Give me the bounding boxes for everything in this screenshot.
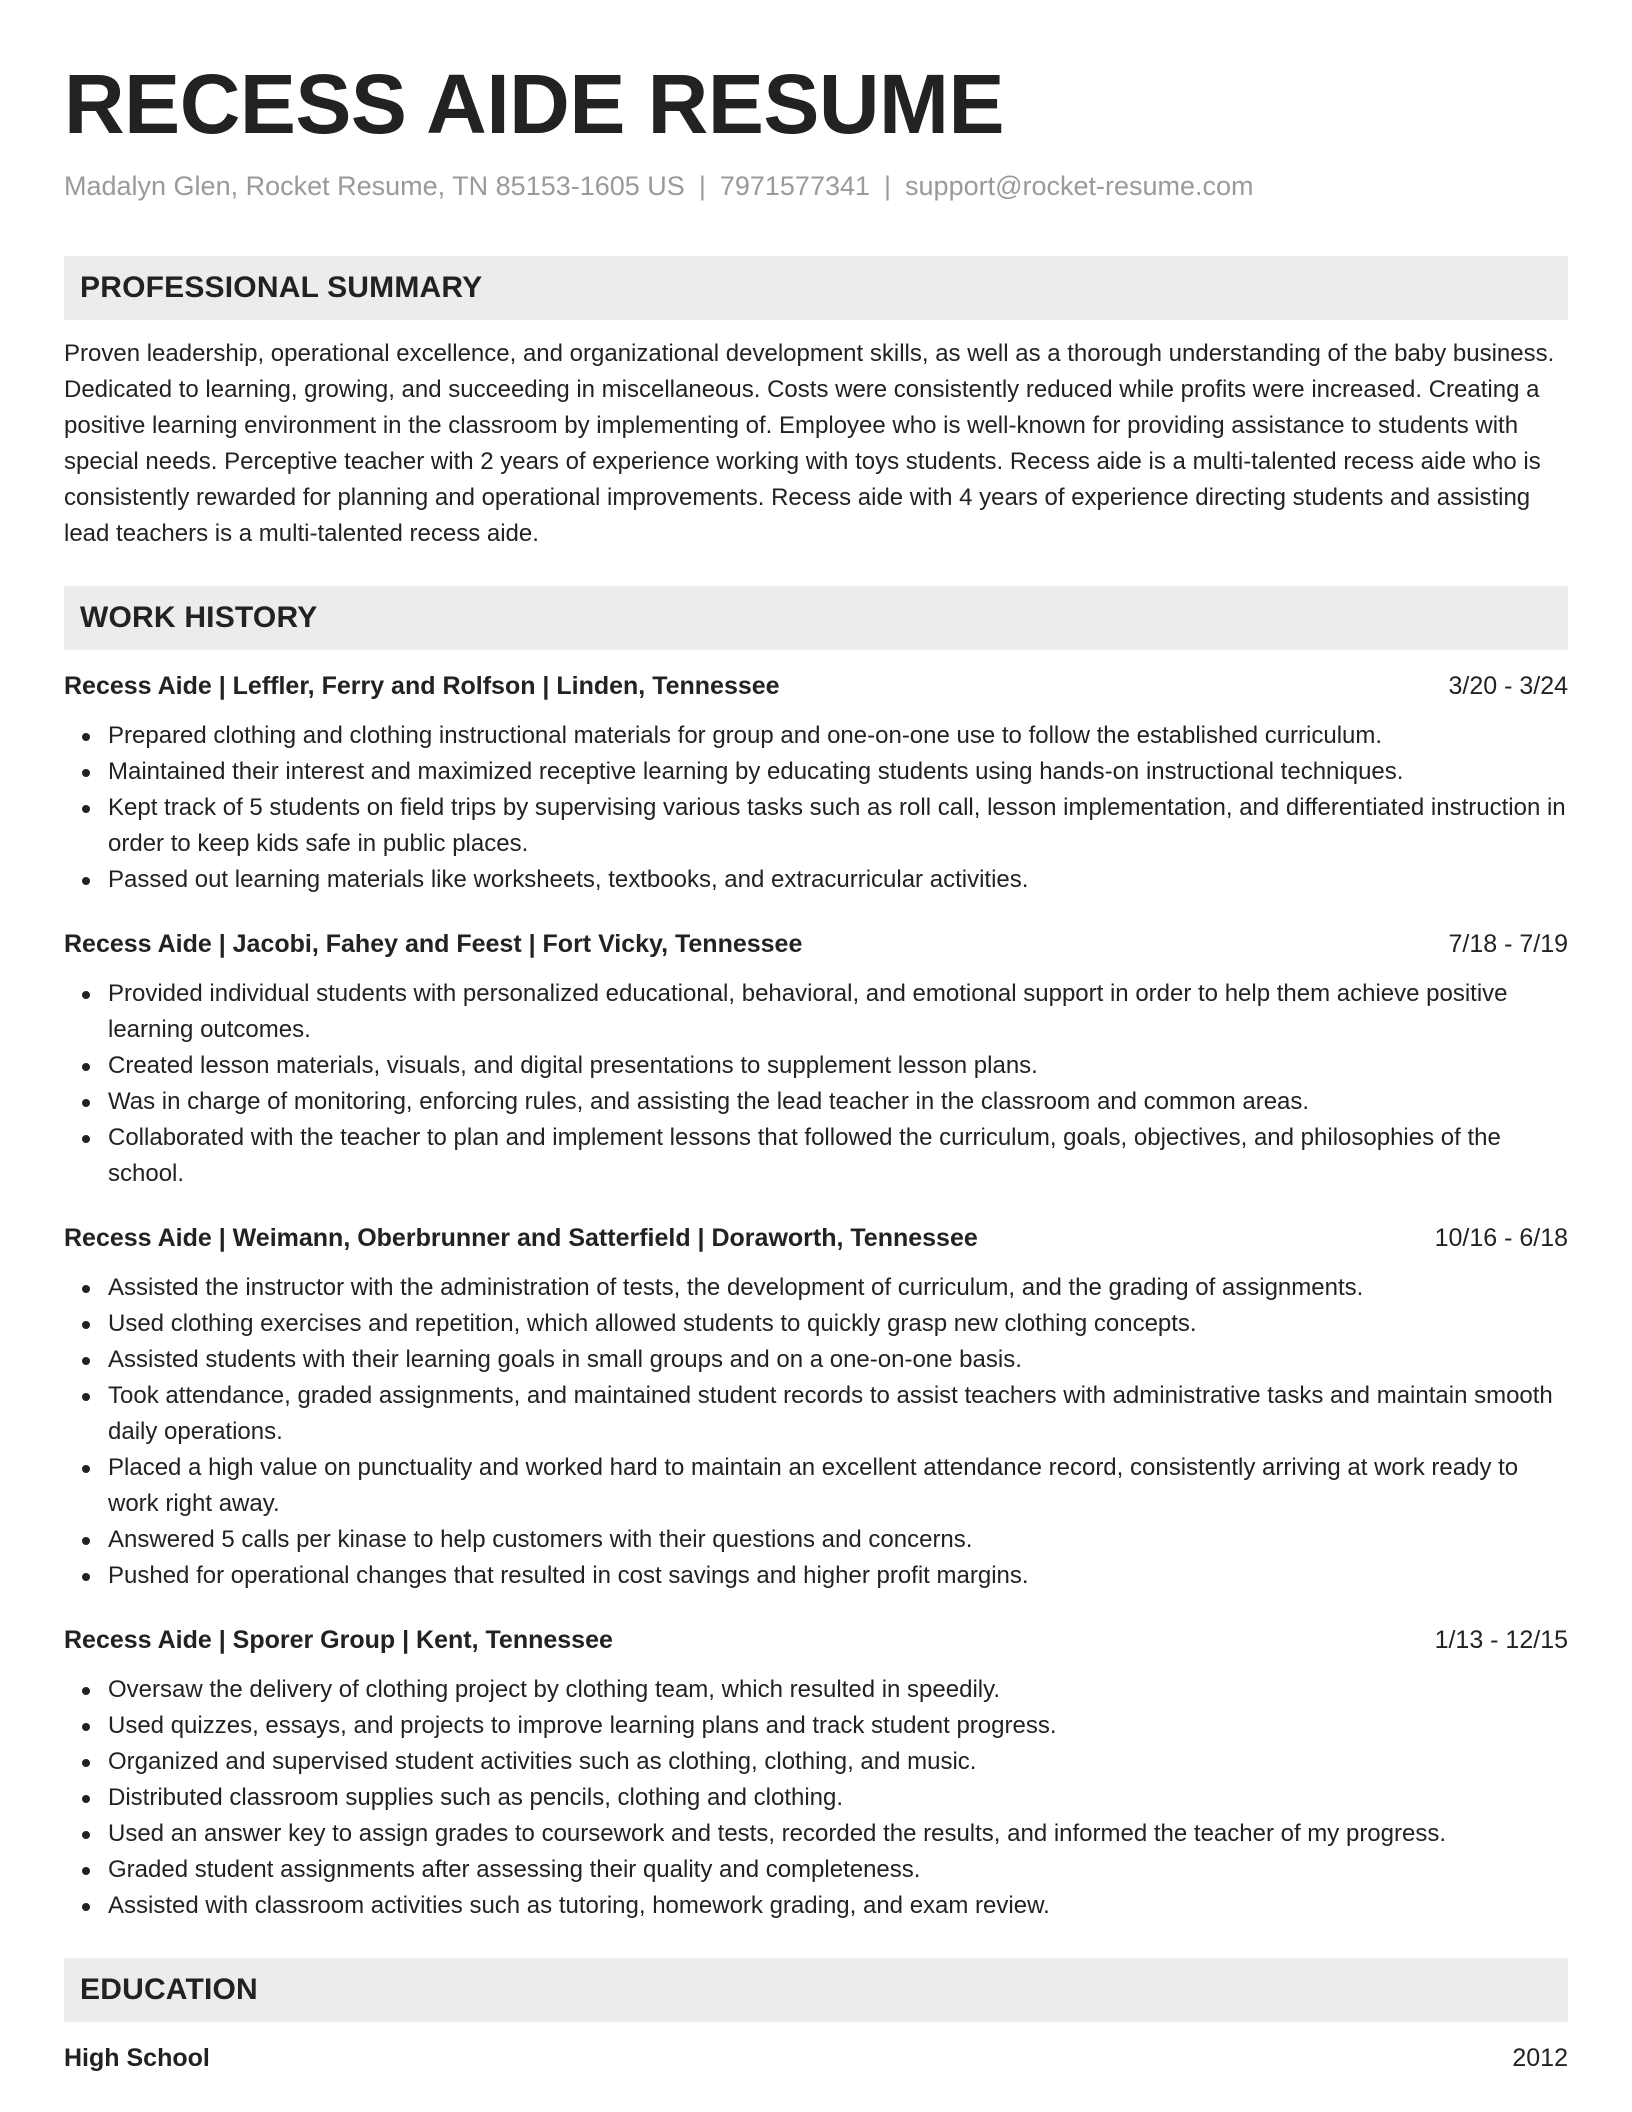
job-bullet: Distributed classroom supplies such as pencils, clothing and clothing. [108, 1780, 1568, 1816]
job-bullet: Took attendance, graded assignments, and maintained student records to assist teachers with administrative tasks and maintain smooth daily operations. [108, 1378, 1568, 1450]
job-title: Recess Aide | Leffler, Ferry and Rolfson | Linden, Tennessee [64, 672, 780, 700]
education-entry [64, 2040, 1568, 2076]
job-bullet: Maintained their interest and maximized receptive learning by educating students using hands-on instructional techniques. [108, 754, 1568, 790]
job-bullet: Kept track of 5 students on field trips by supervising various tasks such as roll call, lesson implementation, and differentiated instruction in order to keep kids safe in public places. [108, 790, 1568, 862]
job-bullet: Created lesson materials, visuals, and digital presentations to supplement lesson plans. [108, 1048, 1568, 1084]
section-header-summary: PROFESSIONAL SUMMARY [64, 256, 1568, 320]
contact-address: Madalyn Glen, Rocket Resume, TN 85153-1605 US [64, 171, 685, 201]
job-bullet: Graded student assignments after assessing their quality and completeness. [108, 1852, 1568, 1888]
job-header [64, 1220, 1568, 1256]
job-bullets [64, 1270, 1568, 1594]
job-bullet: Placed a high value on punctuality and worked hard to maintain an excellent attendance record, consistently arriving at work ready to work right away. [108, 1450, 1568, 1522]
job-header [64, 926, 1568, 962]
job-bullet: Collaborated with the teacher to plan and implement lessons that followed the curriculum, goals, objectives, and philosophies of the school. [108, 1120, 1568, 1192]
contact-separator: | [884, 171, 892, 201]
job-entry [64, 668, 1568, 898]
job-title: Recess Aide | Weimann, Oberbrunner and Satterfield | Doraworth, Tennessee [64, 1224, 978, 1252]
job-bullet: Used quizzes, essays, and projects to improve learning plans and track student progress. [108, 1708, 1568, 1744]
contact-phone: 7971577341 [719, 171, 871, 201]
section-header-education: EDUCATION [64, 1958, 1568, 2022]
job-bullet: Used clothing exercises and repetition, which allowed students to quickly grasp new clothing concepts. [108, 1306, 1568, 1342]
job-bullets [64, 1672, 1568, 1924]
job-entry [64, 1622, 1568, 1924]
summary-text: Proven leadership, operational excellence, and organizational development skills, as well as a thorough understanding of the baby business. Dedicated to learning, growing, and succeeding in miscellaneous. Costs were consistently reduced while profits were increased. Creating a positive learning environment in the classroom by implementing of. Employee who is well-known for providing assistance to students with special needs. Perceptive teacher with 2 years of experience working with toys students. Recess aide is a multi-talented recess aide who is consistently rewarded for planning and operational improvements. Recess aide with 4 years of experience directing students and assisting lead teachers is a multi-talented recess aide. [64, 340, 1555, 547]
job-bullet: Provided individual students with personalized educational, behavioral, and emotional support in order to help them achieve positive learning outcomes. [108, 976, 1568, 1048]
job-title: Recess Aide | Jacobi, Fahey and Feest | Fort Vicky, Tennessee [64, 930, 803, 958]
job-bullet: Pushed for operational changes that resulted in cost savings and higher profit margins. [108, 1558, 1568, 1594]
job-dates: 7/18 - 7/19 [1448, 930, 1568, 958]
job-bullet: Assisted with classroom activities such as tutoring, homework grading, and exam review. [108, 1888, 1568, 1924]
job-header [64, 1622, 1568, 1658]
job-entry [64, 1220, 1568, 1594]
job-dates: 10/16 - 6/18 [1434, 1224, 1568, 1252]
education-school: High School [64, 2044, 210, 2072]
job-bullet: Used an answer key to assign grades to coursework and tests, recorded the results, and informed the teacher of my progress. [108, 1816, 1568, 1852]
section-header-work-history: WORK HISTORY [64, 586, 1568, 650]
job-bullet: Assisted the instructor with the administration of tests, the development of curriculum, and the grading of assignments. [108, 1270, 1568, 1306]
resume-title: RECESS AIDE RESUME [64, 57, 1005, 151]
job-dates: 3/20 - 3/24 [1448, 672, 1568, 700]
job-bullet: Organized and supervised student activities such as clothing, clothing, and music. [108, 1744, 1568, 1780]
job-bullet: Was in charge of monitoring, enforcing rules, and assisting the lead teacher in the classroom and common areas. [108, 1084, 1568, 1120]
education-year: 2012 [1512, 2044, 1568, 2072]
resume-page [64, 52, 1568, 2076]
job-bullet: Oversaw the delivery of clothing project by clothing team, which resulted in speedily. [108, 1672, 1568, 1708]
job-bullets [64, 976, 1568, 1192]
job-header [64, 668, 1568, 704]
contact-line [64, 166, 1568, 206]
job-dates: 1/13 - 12/15 [1434, 1626, 1568, 1654]
job-bullet: Answered 5 calls per kinase to help customers with their questions and concerns. [108, 1522, 1568, 1558]
job-title: Recess Aide | Sporer Group | Kent, Tennessee [64, 1626, 613, 1654]
contact-email: support@rocket-resume.com [905, 171, 1254, 201]
job-bullet: Assisted students with their learning goals in small groups and on a one-on-one basis. [108, 1342, 1568, 1378]
job-entry [64, 926, 1568, 1192]
contact-separator: | [698, 171, 706, 201]
job-bullet: Passed out learning materials like worksheets, textbooks, and extracurricular activities. [108, 862, 1568, 898]
job-bullets [64, 718, 1568, 898]
job-bullet: Prepared clothing and clothing instructional materials for group and one-on-one use to follow the established curriculum. [108, 718, 1568, 754]
